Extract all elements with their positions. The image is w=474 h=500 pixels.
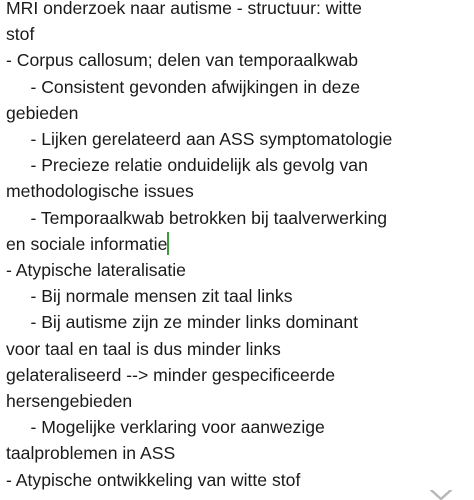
note-line-with-caret xyxy=(6,231,460,257)
note-line: taalproblemen in ASS xyxy=(6,443,176,464)
note-line: - Lijken gerelateerd aan ASS symptomatologie xyxy=(6,129,393,150)
note-line: - Corpus callosum; delen van temporaalkwab xyxy=(6,50,359,71)
note-line: - Mogelijke verklaring voor aanwezige xyxy=(6,417,325,438)
note-line: hersengebieden xyxy=(6,391,133,412)
note-line: - Consistent gevonden afwijkingen in deze xyxy=(6,76,361,97)
note-line: stof xyxy=(6,24,35,45)
note-line: voor taal en taal is dus minder links xyxy=(6,338,281,359)
note-line: gelateraliseerd --> minder gespecificeerde xyxy=(6,364,336,385)
note-line: - Atypische lateralisatie xyxy=(6,260,186,281)
note-line: - Precieze relatie onduidelijk als gevolg van xyxy=(6,155,368,176)
note-line: methodologische issues xyxy=(6,181,194,202)
note-line: MRI onderzoek naar autisme - structuur: witte xyxy=(6,0,362,18)
text-caret xyxy=(167,232,169,255)
keyboard-dismiss-button[interactable] xyxy=(428,490,454,500)
note-line: - Atypische ontwikkeling van witte stof xyxy=(6,469,301,490)
chevron-down-icon xyxy=(428,490,454,500)
note-line: - Bij normale mensen zit taal links xyxy=(6,286,293,307)
note-line: gebieden xyxy=(6,102,79,123)
note-line-text: en sociale informatie xyxy=(6,233,168,254)
note-line: - Bij autisme zijn ze minder links dominant xyxy=(6,312,359,333)
note-line: - Temporaalkwab betrokken bij taalverwerking xyxy=(6,207,388,228)
